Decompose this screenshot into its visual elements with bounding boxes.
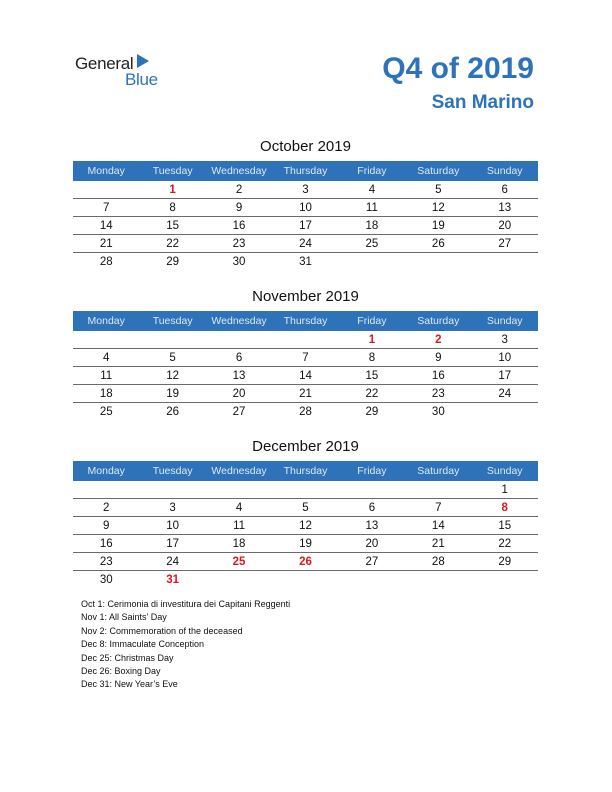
day-cell: 11 (365, 202, 378, 214)
page-subtitle: San Marino (431, 92, 534, 113)
weekday-label: Sunday (486, 165, 523, 177)
day-cell: 29 (498, 556, 512, 568)
day-cell: 15 (365, 370, 379, 382)
day-cell: 31 (299, 256, 312, 268)
day-cell: 30 (99, 574, 113, 586)
logo-general-text: General (75, 54, 134, 73)
weekday-label: Monday (87, 315, 125, 327)
day-cell: 3 (501, 334, 508, 346)
month-november (73, 287, 538, 420)
day-cell: 20 (232, 388, 246, 400)
day-cell: 27 (365, 556, 379, 568)
day-cell: 24 (166, 556, 180, 568)
week-row (73, 385, 538, 403)
day-cell: 25 (232, 556, 246, 568)
day-cell: 10 (498, 352, 512, 364)
day-cell: 22 (365, 388, 379, 400)
day-cell: 11 (100, 370, 113, 382)
weekday-label: Friday (357, 315, 387, 327)
day-cell: 23 (99, 556, 113, 568)
week-row (73, 535, 538, 553)
day-cell: 16 (232, 220, 246, 232)
day-cell: 18 (365, 220, 379, 232)
week-row (73, 253, 538, 270)
weekday-label: Tuesday (152, 315, 193, 327)
week-row (73, 349, 538, 367)
generalblue-logo (75, 52, 175, 88)
day-cell: 3 (302, 184, 309, 196)
day-cell: 31 (166, 574, 180, 586)
holiday-notes (81, 598, 290, 692)
day-cell: 25 (99, 406, 113, 418)
day-cell: 15 (498, 520, 512, 532)
day-cell: 18 (232, 538, 246, 550)
week-row (73, 553, 538, 571)
holiday-note: Nov 2: Commemoration of the deceased (81, 625, 243, 636)
holiday-note: Oct 1: Cerimonia di investitura dei Capitani Reggenti (81, 599, 291, 609)
day-cell: 16 (431, 370, 445, 382)
weekday-label: Saturday (417, 465, 460, 477)
logo-flag-icon (137, 54, 149, 68)
day-cell: 20 (365, 538, 379, 550)
day-cell: 17 (498, 370, 512, 382)
weekday-header (73, 161, 538, 181)
holiday-note: Dec 25: Christmas Day (81, 652, 174, 663)
day-cell: 9 (235, 202, 243, 214)
day-cell: 28 (99, 256, 113, 268)
week-row (73, 571, 538, 588)
weekday-label: Wednesday (211, 315, 267, 327)
day-cell: 14 (99, 220, 113, 232)
day-cell: 14 (431, 520, 445, 532)
month-title: November 2019 (252, 288, 359, 305)
day-cell: 19 (299, 538, 312, 550)
day-cell: 8 (169, 202, 176, 214)
month-title: December 2019 (252, 438, 359, 455)
day-cell: 12 (166, 370, 180, 382)
day-cell: 7 (435, 502, 442, 514)
day-cell: 4 (368, 184, 376, 196)
day-cell: 8 (501, 502, 508, 514)
day-cell: 30 (232, 256, 246, 268)
month-october (73, 137, 538, 270)
day-cell: 24 (498, 388, 512, 400)
week-row (73, 199, 538, 217)
day-cell: 6 (235, 352, 243, 364)
day-cell: 27 (232, 406, 246, 418)
page-title: Q4 of 2019 (382, 52, 534, 85)
week-row (73, 481, 538, 499)
day-cell: 18 (99, 388, 113, 400)
weekday-label: Monday (87, 165, 125, 177)
weekday-label: Wednesday (211, 165, 267, 177)
day-cell: 6 (501, 184, 508, 196)
holiday-note: Dec 31: New Year’s Eve (81, 679, 178, 690)
day-cell: 19 (166, 388, 180, 400)
week-row (73, 217, 538, 235)
weekday-label: Monday (87, 465, 125, 477)
day-cell: 1 (501, 484, 508, 496)
day-cell: 28 (299, 406, 312, 418)
day-cell: 2 (435, 334, 442, 346)
day-cell: 17 (166, 538, 180, 550)
week-row (73, 331, 538, 349)
weekday-header (73, 311, 538, 331)
day-cell: 17 (299, 220, 312, 232)
day-cell: 1 (169, 184, 176, 196)
weekday-label: Wednesday (211, 465, 267, 477)
day-cell: 24 (299, 238, 312, 250)
day-cell: 21 (99, 238, 113, 250)
day-cell: 2 (103, 502, 110, 514)
day-cell: 26 (431, 238, 445, 250)
week-row (73, 235, 538, 253)
day-cell: 23 (232, 238, 246, 250)
day-cell: 26 (166, 406, 180, 418)
day-cell: 11 (233, 520, 246, 532)
holiday-note: Dec 8: Immaculate Conception (81, 639, 205, 650)
day-cell: 28 (431, 556, 445, 568)
day-cell: 29 (166, 256, 180, 268)
day-cell: 22 (166, 238, 180, 250)
holiday-note: Nov 1: All Saints’ Day (81, 612, 167, 623)
day-cell: 15 (166, 220, 180, 232)
day-cell: 22 (498, 538, 512, 550)
weekday-label: Friday (357, 465, 387, 477)
day-cell: 20 (498, 220, 512, 232)
day-cell: 13 (498, 202, 512, 214)
day-cell: 29 (365, 406, 379, 418)
day-cell: 13 (365, 520, 379, 532)
day-cell: 10 (166, 520, 180, 532)
week-row (73, 499, 538, 517)
weekday-label: Friday (357, 165, 387, 177)
weekday-label: Tuesday (152, 165, 193, 177)
day-cell: 13 (232, 370, 246, 382)
day-cell: 21 (299, 388, 312, 400)
day-cell: 26 (299, 556, 312, 568)
day-cell: 12 (431, 202, 445, 214)
day-cell: 16 (99, 538, 113, 550)
day-cell: 9 (103, 520, 110, 532)
day-cell: 25 (365, 238, 379, 250)
day-cell: 9 (435, 352, 442, 364)
weekday-header (73, 461, 538, 481)
day-cell: 3 (169, 502, 176, 514)
month-december (73, 437, 538, 588)
holiday-note: Dec 26: Boxing Day (81, 666, 161, 677)
day-cell: 2 (235, 184, 243, 196)
weekday-label: Sunday (486, 315, 523, 327)
day-cell: 12 (299, 520, 312, 532)
week-row (73, 403, 538, 420)
day-cell: 27 (498, 238, 512, 250)
weekday-label: Thursday (283, 465, 328, 477)
day-cell: 19 (431, 220, 445, 232)
day-cell: 4 (235, 502, 243, 514)
day-cell: 10 (299, 202, 312, 214)
weekday-label: Thursday (283, 165, 328, 177)
day-cell: 30 (431, 406, 445, 418)
month-title: October 2019 (260, 138, 351, 155)
weekday-label: Sunday (486, 465, 523, 477)
logo-blue-text: Blue (125, 70, 158, 89)
day-cell: 7 (302, 352, 309, 364)
week-row (73, 367, 538, 385)
day-cell: 1 (368, 334, 376, 346)
weekday-label: Saturday (417, 165, 460, 177)
day-cell: 4 (103, 352, 110, 364)
day-cell: 8 (368, 352, 376, 364)
day-cell: 6 (368, 502, 376, 514)
weekday-label: Saturday (417, 315, 460, 327)
day-cell: 7 (103, 202, 110, 214)
day-cell: 23 (431, 388, 445, 400)
day-cell: 5 (302, 502, 309, 514)
day-cell: 5 (169, 352, 176, 364)
day-cell: 5 (435, 184, 442, 196)
day-cell: 14 (299, 370, 312, 382)
weekday-label: Tuesday (152, 465, 193, 477)
weekday-label: Thursday (283, 315, 328, 327)
week-row (73, 517, 538, 535)
day-cell: 21 (431, 538, 445, 550)
week-row (73, 181, 538, 199)
